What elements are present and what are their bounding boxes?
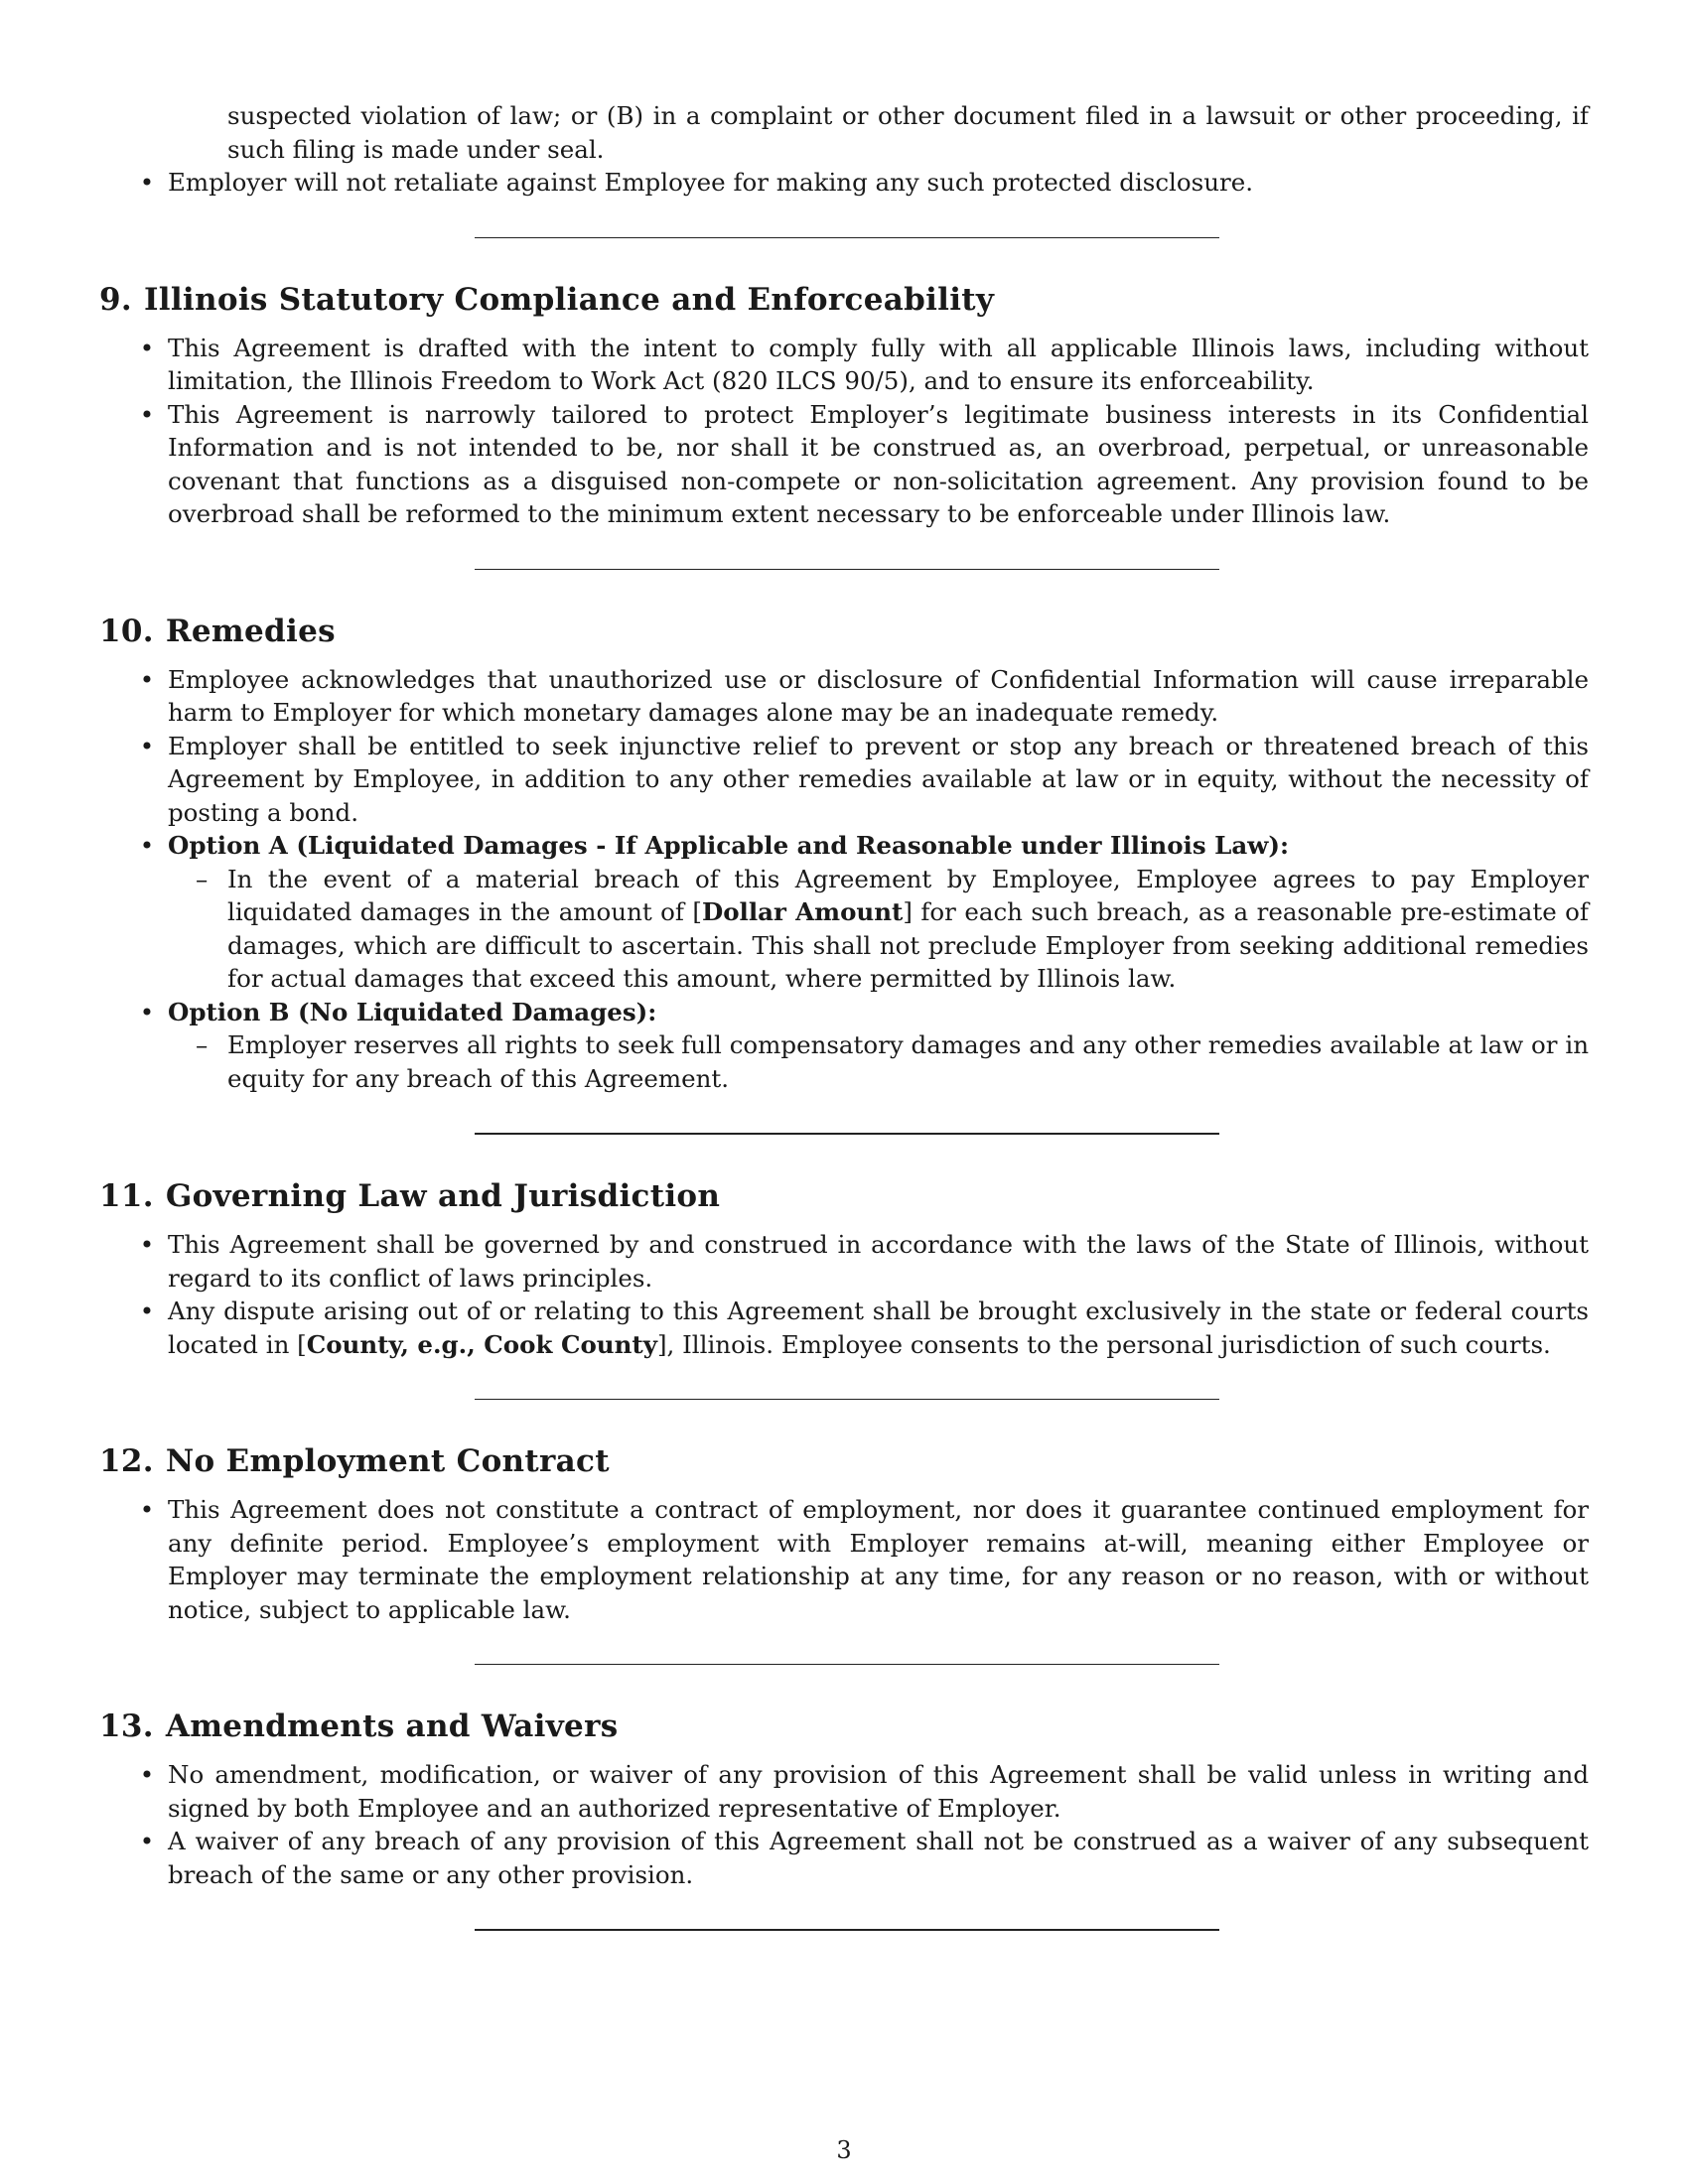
- county-placeholder: County, e.g., Cook County: [306, 1329, 657, 1359]
- list-item-option-b: [99, 996, 1589, 1096]
- page-number: 3: [836, 2136, 852, 2164]
- bullet-icon: •: [139, 399, 155, 429]
- list-item-text: This Agreement is drafted with the intent to comply fully with all applicable Illinois laws, including without limitation, the Illinois Freedom to Work Act (820 ILCS 90/5), and to ensure its enforceability.: [168, 333, 1589, 395]
- section-number: 10.: [99, 613, 154, 649]
- list-item-text: Employer will not retaliate against Employee for making any such protected disclosure.: [168, 168, 1253, 197]
- section-number: 9.: [99, 281, 132, 318]
- sub-list-item: [168, 1028, 1589, 1095]
- section-divider: [475, 1664, 1219, 1665]
- bracket-close: ]: [903, 897, 913, 926]
- list-item: [99, 398, 1589, 531]
- list-item-text: Employee acknowledges that unauthorized use or disclosure of Confidential Information will cause irreparable harm to Employer for which monetary damages alone may be an inadequate remedy.: [168, 664, 1589, 727]
- list-item-text: This Agreement does not constitute a contract of employment, nor does it guarantee continued employment for any definite period. Employee’s employment with Employer remains at-will, meaning either Employee or Employer may terminate the employment relationship at any time, for any reason or no reason, with or without notice, subject to applicable law.: [168, 1495, 1589, 1624]
- list-item-option-a: [99, 829, 1589, 996]
- list-item-text: Employer shall be entitled to seek injunctive relief to prevent or stop any breach or threatened breach of this Agreement by Employee, in addition to any other remedies available at law or in equity, without the necessity of posting a bond.: [168, 731, 1589, 827]
- section-divider: [475, 1929, 1219, 1931]
- bullet-icon: •: [139, 1760, 155, 1789]
- section-11-bullet-list: [99, 1228, 1589, 1361]
- option-a-text-after: for each such breach, as a reasonable pre-estimate of damages, which are difficult to ascertain. This shall not preclude Employer from seeking additional remedies for actual damages that exceed this amount, where permitted by Illinois law.: [227, 897, 1589, 993]
- section-12-bullet-list: [99, 1493, 1589, 1626]
- option-b-sublist: [168, 1028, 1589, 1095]
- list-item: [99, 1295, 1589, 1361]
- section-divider: [475, 1399, 1219, 1400]
- section-title: Amendments and Waivers: [165, 1708, 619, 1744]
- section-12-heading: [99, 1441, 1589, 1481]
- list-item: [99, 730, 1589, 830]
- section-13-heading: [99, 1706, 1589, 1746]
- list-item: [99, 332, 1589, 398]
- section-title: Remedies: [165, 613, 336, 649]
- section-title: Governing Law and Jurisdiction: [165, 1178, 721, 1214]
- list-item-text: A waiver of any breach of any provision of this Agreement shall not be construed as a waiver of any subsequent breach of the same or any other provision.: [168, 1827, 1589, 1889]
- section-9-heading: [99, 280, 1589, 320]
- option-a-label: Option A (Liquidated Damages - If Applicable and Reasonable under Illinois Law):: [168, 831, 1290, 860]
- intro-continuation-text: suspected violation of law; or (B) in a complaint or other document filed in a lawsuit or other proceeding, if such filing is made under seal.: [227, 101, 1589, 164]
- list-item: [99, 663, 1589, 730]
- sub-list-item: [168, 863, 1589, 996]
- intro-bullet-list: [99, 166, 1589, 200]
- section-13-bullet-list: [99, 1758, 1589, 1891]
- document-body: [99, 99, 1589, 1931]
- list-item: [99, 166, 1589, 200]
- option-b-text: Employer reserves all rights to seek full compensatory damages and any other remedies available at law or in equity for any breach of this Agreement.: [227, 1030, 1589, 1093]
- bullet-icon: •: [139, 997, 155, 1026]
- option-b-label: Option B (No Liquidated Damages):: [168, 997, 657, 1026]
- bracket-open: [: [692, 897, 702, 926]
- bullet-icon: •: [139, 664, 155, 694]
- dash-icon: –: [196, 864, 209, 893]
- bullet-icon: •: [139, 831, 155, 860]
- bullet-icon: •: [139, 333, 155, 362]
- list-item: [99, 1493, 1589, 1626]
- list-item-text: This Agreement is narrowly tailored to protect Employer’s legitimate business interests in its Confidential Information and is not intended to be, nor shall it be construed as, an overbroad, perpetual, or unreasonable covenant that functions as a disguised non-compete or non-solicitation agreement. Any provision found to be overbroad shall be reformed to the minimum extent necessary to be enforceable under Illinois law.: [168, 399, 1589, 528]
- bracket-open: [: [297, 1329, 307, 1359]
- list-item-text: This Agreement shall be governed by and construed in accordance with the laws of the State of Illinois, without regard to its conflict of laws principles.: [168, 1230, 1589, 1293]
- option-a-sublist: [168, 863, 1589, 996]
- dash-icon: –: [196, 1030, 209, 1059]
- section-divider: [475, 237, 1219, 238]
- list-item-text: No amendment, modification, or waiver of any provision of this Agreement shall be valid unless in writing and signed by both Employee and an authorized representative of Employer.: [168, 1760, 1589, 1823]
- section-divider: [475, 569, 1219, 570]
- list-item: [99, 1758, 1589, 1825]
- list-item: [99, 1228, 1589, 1295]
- section-10-heading: [99, 612, 1589, 651]
- bullet-icon: •: [139, 1230, 155, 1259]
- section-9-bullet-list: [99, 332, 1589, 531]
- section-number: 12.: [99, 1443, 154, 1479]
- bullet-icon: •: [139, 168, 155, 197]
- option-a-text-before: In the event of a material breach of this Agreement by Employee, Employee agrees to pay Employer liquidated damages in the amount of: [227, 864, 1589, 926]
- bracket-close: ]: [656, 1329, 667, 1359]
- bullet-icon: •: [139, 1495, 155, 1524]
- bullet-icon: •: [139, 731, 155, 760]
- section-title: Illinois Statutory Compliance and Enforceability: [143, 281, 995, 318]
- bullet-icon: •: [139, 1827, 155, 1855]
- list-item-text-after: , Illinois. Employee consents to the personal jurisdiction of such courts.: [666, 1329, 1551, 1359]
- section-number: 13.: [99, 1708, 154, 1744]
- section-number: 11.: [99, 1178, 154, 1214]
- section-10-bullet-list: [99, 663, 1589, 1096]
- list-item: [99, 1825, 1589, 1891]
- list-item-text-before: Any dispute arising out of or relating to this Agreement shall be brought exclusively in the state or federal courts located in: [168, 1297, 1589, 1359]
- section-11-heading: [99, 1176, 1589, 1216]
- section-title: No Employment Contract: [165, 1443, 610, 1479]
- dollar-amount-placeholder: Dollar Amount: [701, 897, 904, 926]
- bullet-icon: •: [139, 1297, 155, 1325]
- section-divider: [475, 1133, 1219, 1135]
